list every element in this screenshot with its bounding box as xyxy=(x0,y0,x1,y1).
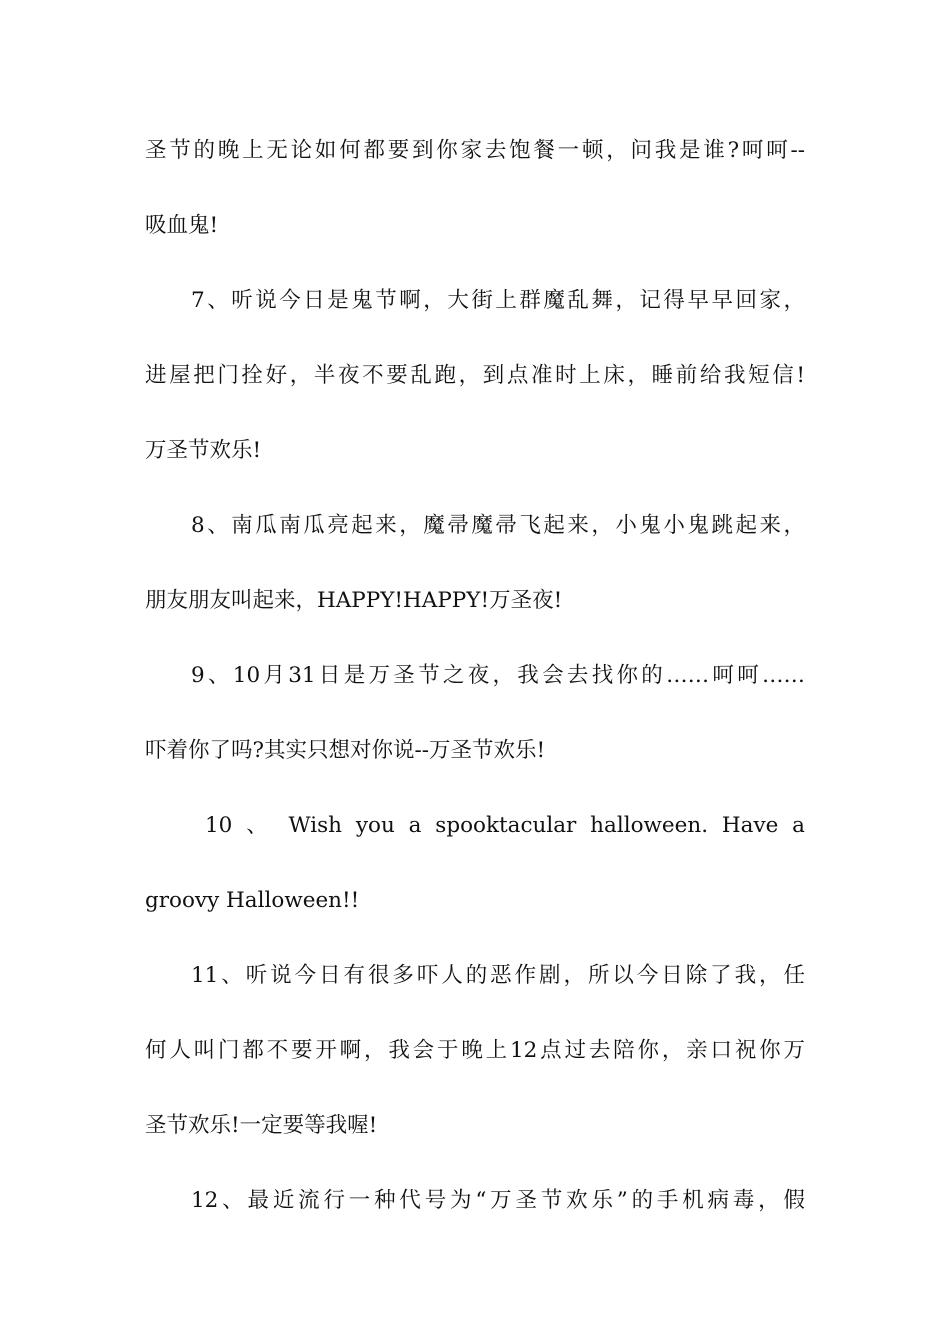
text-line: 11、听说今日有很多吓人的恶作剧，所以今日除了我，任 xyxy=(191,963,805,988)
text-line: 朋友朋友叫起来，HAPPY!HAPPY!万圣夜! xyxy=(145,588,563,613)
text-line: 何人叫门都不要开啊，我会于晚上12点过去陪你，亲口祝你万 xyxy=(145,1038,805,1063)
text-line: 圣节欢乐!一定要等我喔! xyxy=(145,1113,378,1138)
text-line: 7、听说今日是鬼节啊，大街上群魔乱舞，记得早早回家， xyxy=(191,288,805,313)
text-line: 进屋把门拴好，半夜不要乱跑，到点准时上床，睡前给我短信! xyxy=(145,363,805,388)
text-line: 万圣节欢乐! xyxy=(145,438,262,463)
text-line: groovy Halloween!! xyxy=(145,888,360,913)
text-line: 9、10月31日是万圣节之夜，我会去找你的……呵呵…… xyxy=(191,663,805,688)
text-line: 8、南瓜南瓜亮起来，魔帚魔帚飞起来，小鬼小鬼跳起来， xyxy=(191,513,805,538)
text-line: 吓着你了吗?其实只想对你说--万圣节欢乐! xyxy=(145,738,546,763)
text-line: 圣节的晚上无论如何都要到你家去饱餐一顿，问我是谁?呵呵-- xyxy=(145,138,805,163)
text-line: 12、最近流行一种代号为“万圣节欢乐”的手机病毒，假 xyxy=(191,1188,805,1213)
text-line: 吸血鬼! xyxy=(145,213,219,238)
text-line: 10 、 Wish you a spooktacular halloween. Have a xyxy=(205,813,805,838)
